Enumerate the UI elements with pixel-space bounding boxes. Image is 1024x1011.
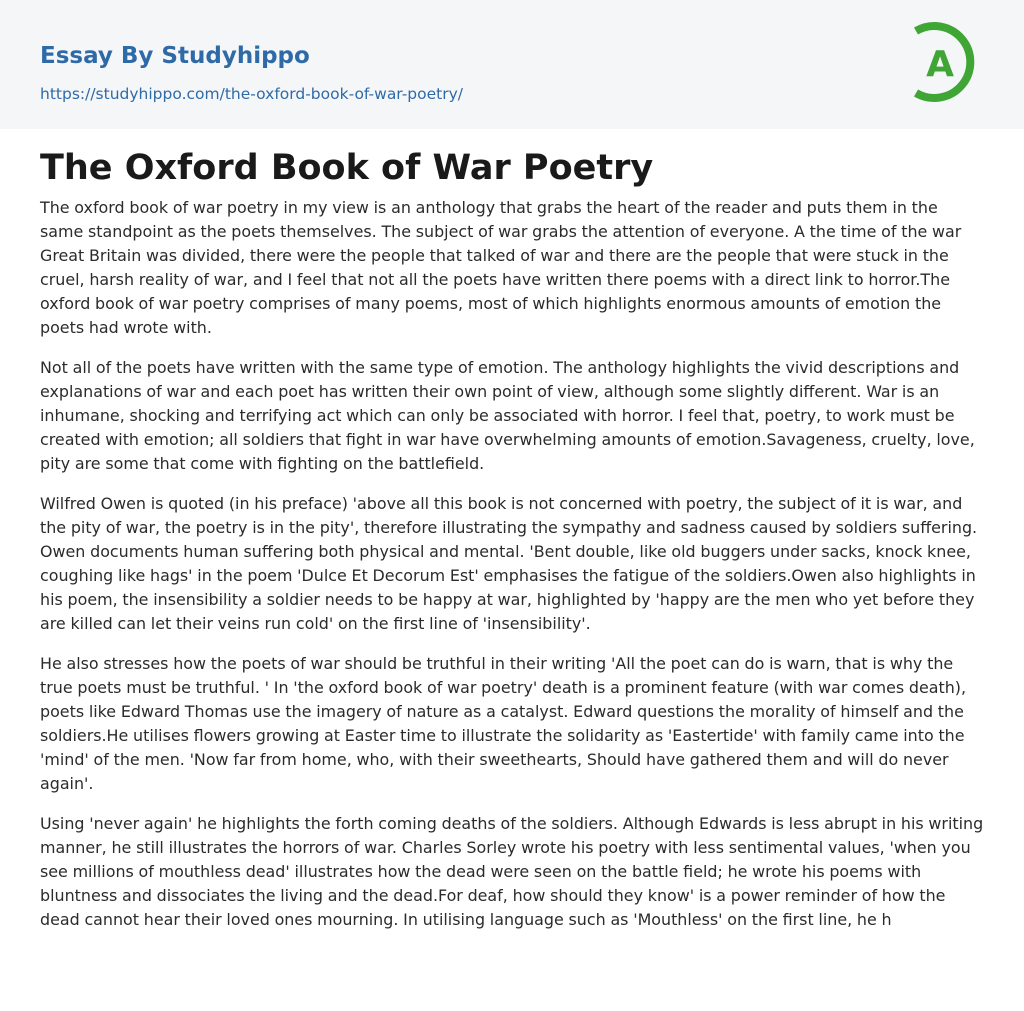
studyhippo-logo-icon[interactable] — [912, 18, 986, 106]
source-url-link[interactable]: https://studyhippo.com/the-oxford-book-of-war-poetry/ — [40, 85, 463, 103]
site-title[interactable]: Essay By Studyhippo — [40, 43, 310, 69]
essay-paragraph-5: Using 'never again' he highlights the forth coming deaths of the soldiers. Although Edwards is less abrupt in his writing manner, he still illustrates the horrors of war. Charles Sorley wrote his poetry with less sentimental values, 'when you see millions of mouthless dead' illustrates how the dead were seen on the battle field; he wrote his poems with bluntness and dissociates the living and the dead.For deaf, how should they know' is a power reminder of how the dead cannot hear their loved ones mourning. In utilising language such as 'Mouthless' on the first line, he h — [40, 814, 984, 929]
page-title: The Oxford Book of War Poetry — [40, 148, 654, 188]
essay-content — [40, 146, 984, 948]
essay-paragraph-1: The oxford book of war poetry in my view is an anthology that grabs the heart of the reader and puts them in the same standpoint as the poets themselves. The subject of war grabs the attention of everyone. A the time of the war Great Britain was divided, there were the people that talked of war and there are the people that were stuck in the cruel, harsh reality of war, and I feel that not all the poets have written there poems with a direct link to horror.The oxford book of war poetry comprises of many poems, most of which highlights enormous amounts of emotion the poets had wrote with. — [40, 198, 962, 337]
essay-paragraph-3: Wilfred Owen is quoted (in his preface) 'above all this book is not concerned with poetry, the subject of it is war, and the pity of war, the poetry is in the pity', therefore illustrating the sympathy and sadness caused by soldiers suffering. Owen documents human suffering both physical and mental. 'Bent double, like old buggers under sacks, knock knee, coughing like hags' in the poem 'Dulce Et Decorum Est' emphasises the fatigue of the soldiers.Owen also highlights in his poem, the insensibility a soldier needs to be happy at war, highlighted by 'happy are the men who yet before they are killed can let their veins run cold' on the first line of 'insensibility'. — [40, 494, 978, 633]
essay-paragraph-4: He also stresses how the poets of war should be truthful in their writing 'All the poet can do is warn, that is why the true poets must be truthful. ' In 'the oxford book of war poetry' death is a prominent feature (with war comes death), poets like Edward Thomas use the imagery of nature as a catalyst. Edward questions the morality of himself and the soldiers.He utilises flowers growing at Easter time to illustrate the solidarity as 'Eastertide' with family came into the 'mind' of the men. 'Now far from home, who, with their sweethearts, Should have gathered them and will do never again'. — [40, 654, 967, 793]
logo-letter: A — [926, 44, 954, 85]
essay-paragraph-2: Not all of the poets have written with the same type of emotion. The anthology highlights the vivid descriptions and explanations of war and each poet has written their own point of view, although some slightly different. War is an inhumane, shocking and terrifying act which can only be associated with horror. I feel that, poetry, to work must be created with emotion; all soldiers that fight in war have overwhelming amounts of emotion.Savageness, cruelty, love, pity are some that come with fighting on the battlefield. — [40, 358, 975, 473]
site-header — [0, 0, 1024, 129]
